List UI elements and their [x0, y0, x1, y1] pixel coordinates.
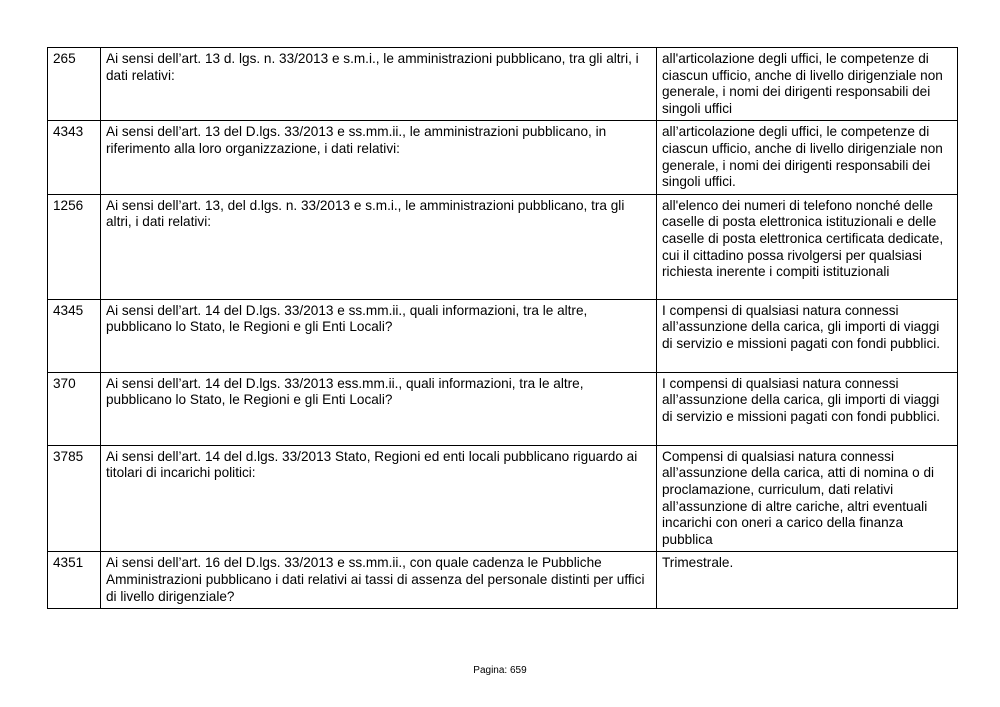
row-question: Ai sensi dell’art. 14 del d.lgs. 33/2013 Stato, Regioni ed enti locali pubblicano riguardo ai titolari di incarichi politici: [101, 445, 657, 552]
table-row [48, 194, 958, 299]
row-question: Ai sensi dell’art. 13 d. lgs. n. 33/2013 e s.m.i., le amministrazioni pubblicano, tra gli altri, i dati relativi: [101, 48, 657, 121]
row-answer: all'articolazione degli uffici, le competenze di ciascun ufficio, anche di livello dirigenziale non generale, i nomi dei dirigenti responsabili dei singoli uffici [657, 48, 958, 121]
row-question: Ai sensi dell’art. 14 del D.lgs. 33/2013 e ss.mm.ii., quali informazioni, tra le altre, pubblicano lo Stato, le Regioni e gli Enti Locali? [101, 299, 657, 372]
row-id: 4351 [48, 552, 101, 609]
row-id: 265 [48, 48, 101, 121]
row-answer: Compensi di qualsiasi natura connessi all’assunzione della carica, atti di nomina o di proclamazione, curriculum, dati relativi all’assunzione di altre cariche, altri eventuali incarichi con oneri a carico della finanza pubblica [657, 445, 958, 552]
table-row [48, 445, 958, 552]
table-row [48, 299, 958, 372]
row-question: Ai sensi dell’art. 13 del D.lgs. 33/2013 e ss.mm.ii., le amministrazioni pubblicano, in riferimento alla loro organizzazione, i dati relativi: [101, 121, 657, 194]
row-question: Ai sensi dell’art. 14 del D.lgs. 33/2013 ess.mm.ii., quali informazioni, tra le altre, pubblicano lo Stato, le Regioni e gli Enti Locali? [101, 372, 657, 445]
row-question: Ai sensi dell’art. 13, del d.lgs. n. 33/2013 e s.m.i., le amministrazioni pubblicano, tra gli altri, i dati relativi: [101, 194, 657, 299]
row-id: 370 [48, 372, 101, 445]
row-answer: Trimestrale. [657, 552, 958, 609]
table-row [48, 48, 958, 121]
row-question: Ai sensi dell’art. 16 del D.lgs. 33/2013 e ss.mm.ii., con quale cadenza le Pubbliche Amministrazioni pubblicano i dati relativi ai tassi di assenza del personale distinti per uffici di livello dirigenziale? [101, 552, 657, 609]
page-number: Pagina: 659 [473, 665, 527, 676]
row-answer: I compensi di qualsiasi natura connessi all’assunzione della carica, gli importi di viaggi di servizio e missioni pagati con fondi pubblici. [657, 299, 958, 372]
table-row [48, 372, 958, 445]
row-id: 4345 [48, 299, 101, 372]
row-id: 1256 [48, 194, 101, 299]
table-row [48, 121, 958, 194]
row-id: 3785 [48, 445, 101, 552]
row-id: 4343 [48, 121, 101, 194]
row-answer: all'elenco dei numeri di telefono nonché delle caselle di posta elettronica istituzionali e delle caselle di posta elettronica certificata dedicate, cui il cittadino possa rivolgersi per qualsiasi richiesta inerente i compiti istituzionali [657, 194, 958, 299]
row-answer: all’articolazione degli uffici, le competenze di ciascun ufficio, anche di livello dirigenziale non generale, i nomi dei dirigenti responsabili dei singoli uffici. [657, 121, 958, 194]
table-row [48, 552, 958, 609]
question-table [47, 47, 958, 609]
row-answer: I compensi di qualsiasi natura connessi all’assunzione della carica, gli importi di viaggi di servizio e missioni pagati con fondi pubblici. [657, 372, 958, 445]
